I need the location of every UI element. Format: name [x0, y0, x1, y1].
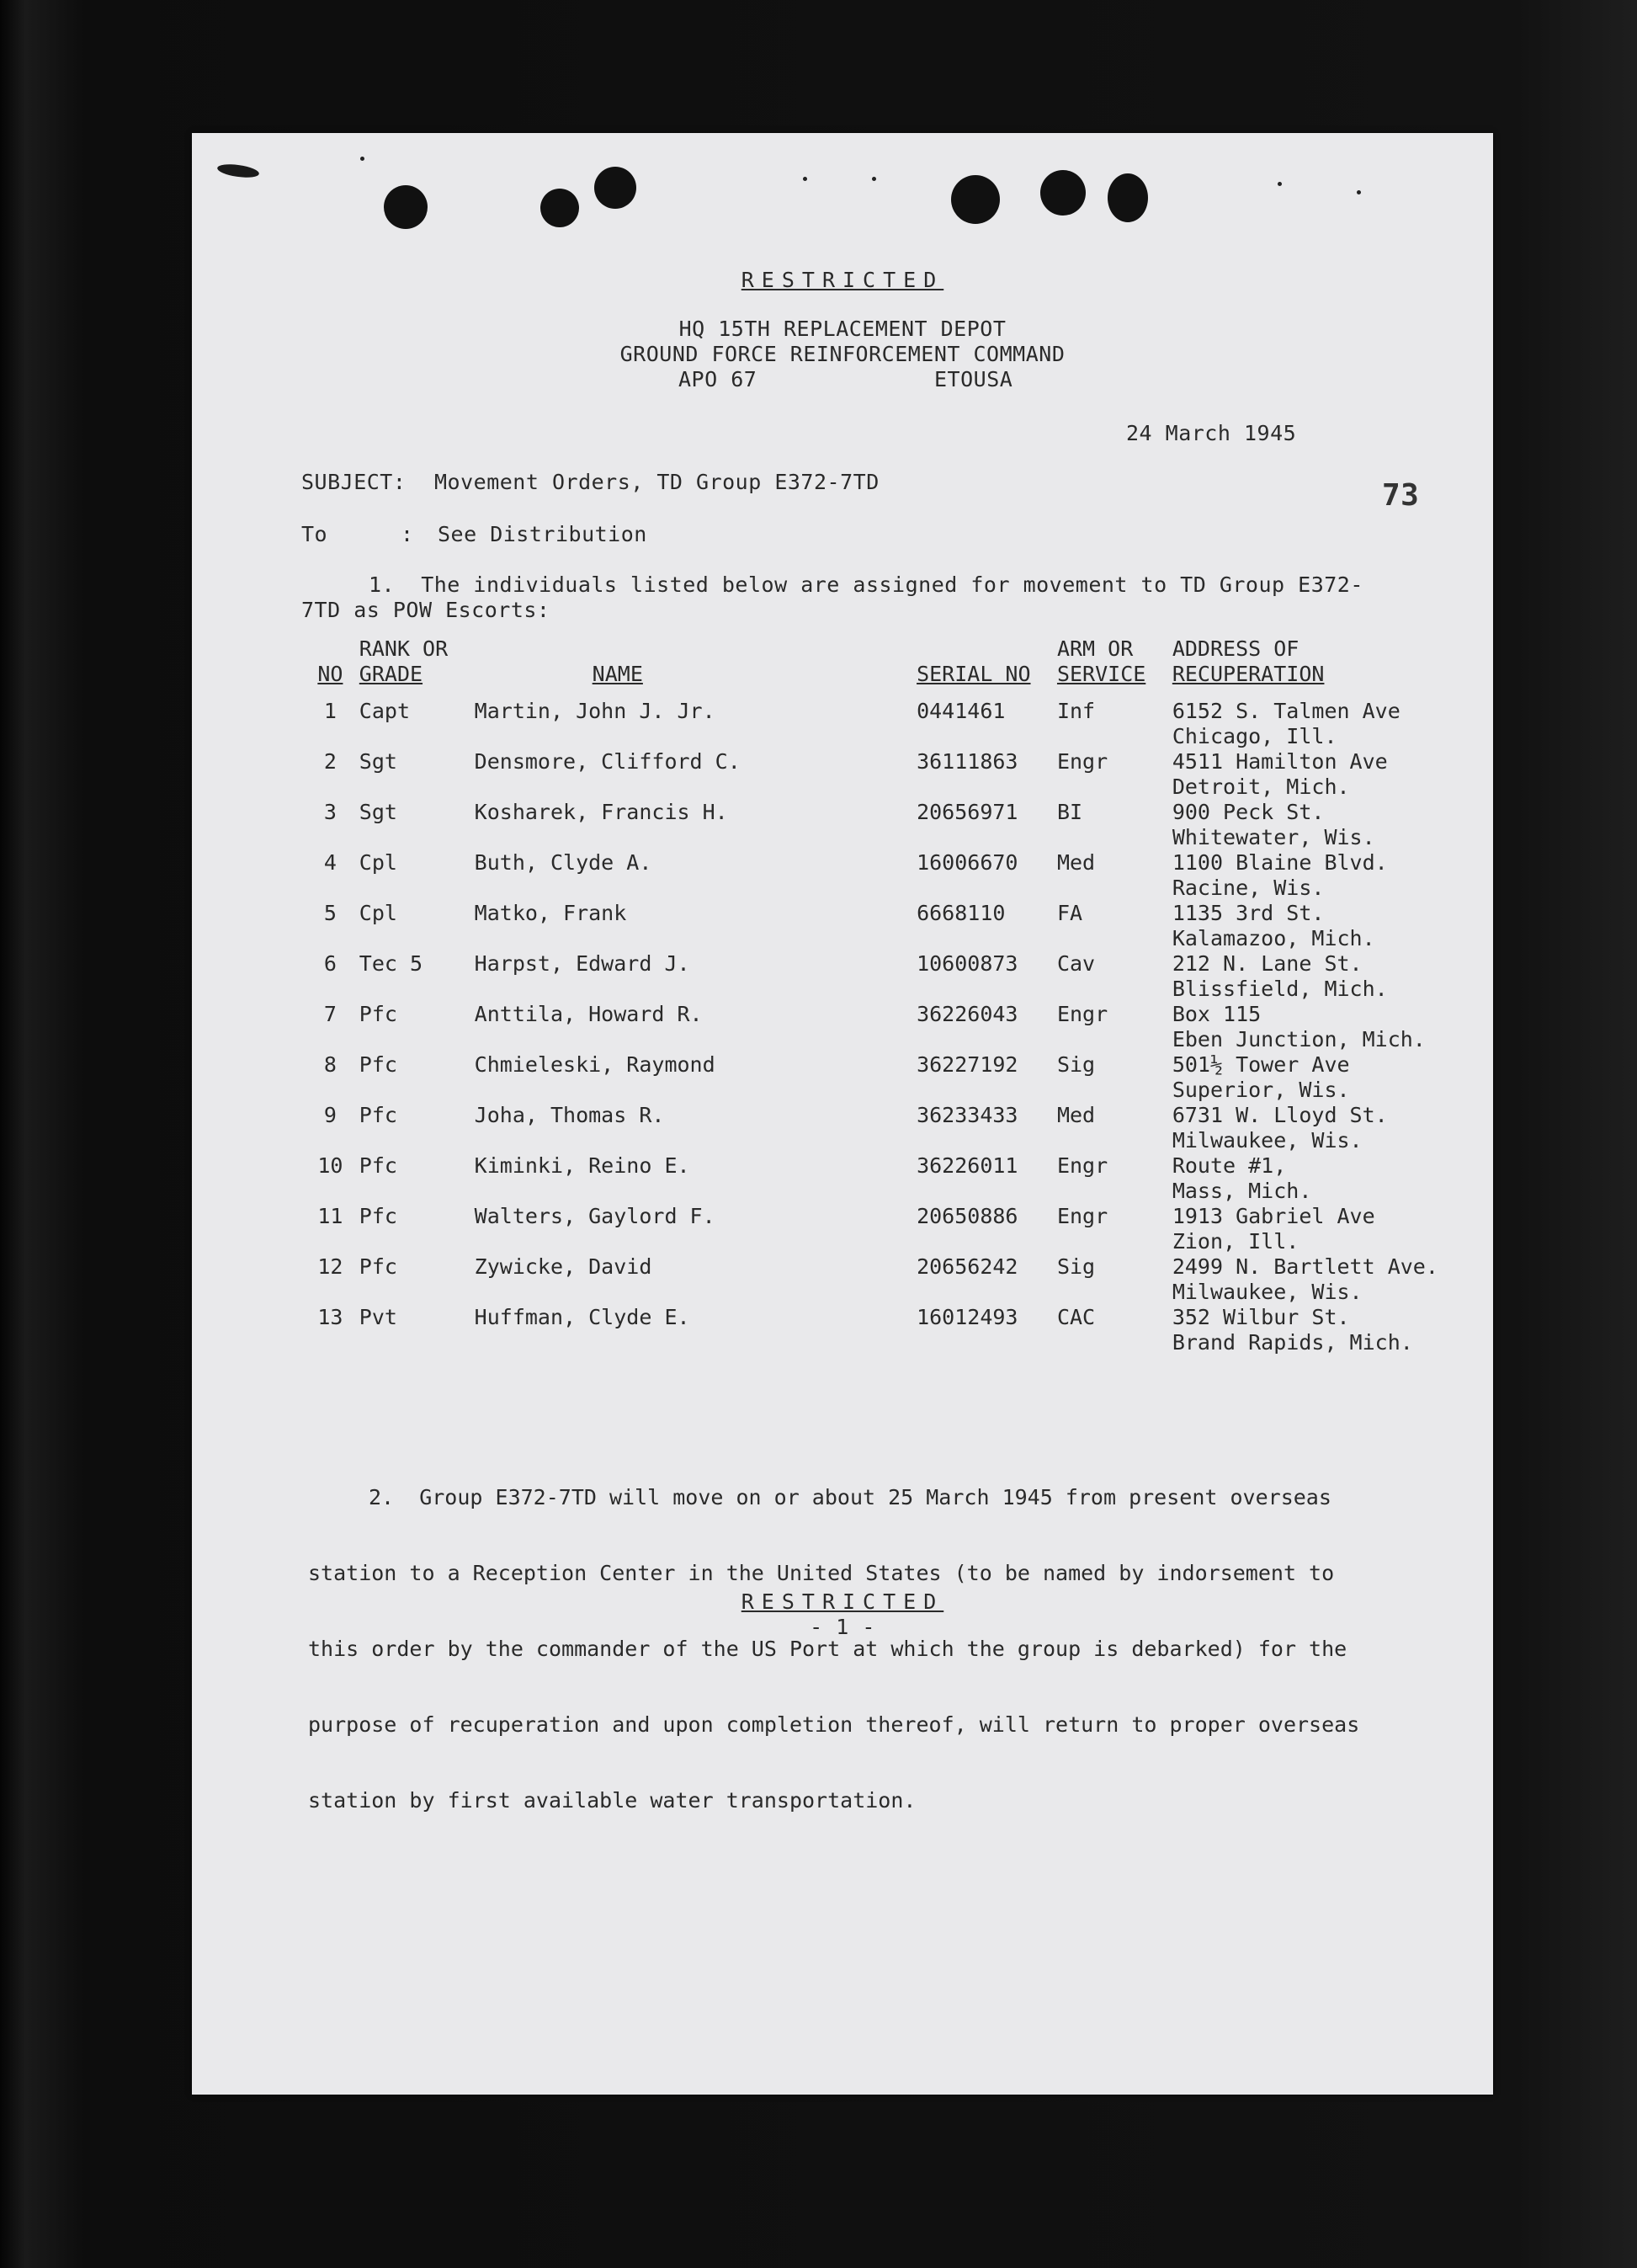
cell-serial-number: 36111863: [917, 749, 1018, 774]
cell-serial-number: 16012493: [917, 1305, 1018, 1329]
classification-top: RESTRICTED: [741, 268, 944, 292]
header-arm-line-1: ARM OR: [1056, 636, 1134, 661]
header-rank: [359, 636, 475, 699]
paragraph-2-line-4: purpose of recuperation and upon completion thereof, will return to proper overseas: [308, 1712, 1360, 1737]
cell-name: Walters, Gaylord F.: [474, 1204, 715, 1228]
cell-address: [1172, 850, 1493, 901]
cell-address: [1172, 1204, 1493, 1254]
cell-address: [1172, 951, 1493, 1002]
punch-hole: [1040, 170, 1086, 216]
table-header-row: [301, 636, 1493, 699]
cell-row-number: 3: [323, 800, 337, 824]
cell-serial-number: 6668110: [917, 901, 1006, 925]
cell-row-number: 7: [323, 1002, 337, 1026]
paragraph-2-line-1: 2. Group E372-7TD will move on or about 25 March 1945 from present overseas: [369, 1485, 1331, 1509]
paragraph-1-line-1: 1. The individuals listed below are assigned for movement to TD Group E372-: [369, 572, 1363, 597]
address-line-2: Chicago, Ill.: [1172, 724, 1337, 748]
cell-serial-number: 36226043: [917, 1002, 1018, 1026]
table-row: [301, 901, 1493, 951]
cell-arm-or-service: Med: [1056, 1103, 1096, 1127]
table-row: [301, 749, 1493, 800]
address-line-2: Zion, Ill.: [1172, 1229, 1300, 1254]
header-address-line-1: ADDRESS OF: [1172, 636, 1300, 661]
table-row: [301, 1204, 1493, 1254]
cell-name: Kiminki, Reino E.: [474, 1153, 690, 1178]
cell-address: [1172, 699, 1493, 749]
cell-name: Densmore, Clifford C.: [474, 749, 741, 774]
header-serial: SERIAL NO: [917, 662, 1031, 686]
cell-rank: Cpl: [359, 850, 397, 875]
document-date: 24 March 1945: [1126, 421, 1297, 445]
cell-address: [1172, 1002, 1493, 1052]
address-line-1: Route #1,: [1172, 1153, 1287, 1178]
cell-rank: Cpl: [359, 901, 397, 925]
to-text: See Distribution: [438, 522, 647, 546]
address-line-2: Racine, Wis.: [1172, 876, 1325, 900]
paragraph-2-line-3: this order by the commander of the US Port at which the group is debarked) for the: [308, 1637, 1347, 1661]
unit-line-2: GROUND FORCE REINFORCEMENT COMMAND: [619, 342, 1066, 366]
table-row: [301, 1002, 1493, 1052]
address-line-1: 900 Peck St.: [1172, 800, 1325, 824]
address-line-2: Detroit, Mich.: [1172, 775, 1350, 799]
page-stamp: 73: [1382, 478, 1420, 513]
cell-row-number: 13: [317, 1305, 343, 1329]
cell-row-number: 11: [317, 1204, 343, 1228]
subject-text: Movement Orders, TD Group E372-7TD: [434, 470, 880, 494]
cell-row-number: 8: [323, 1052, 337, 1077]
cell-arm-or-service: Cav: [1056, 951, 1096, 976]
table-row: [301, 1052, 1493, 1103]
paragraph-2-line-5: station by first available water transportation.: [308, 1788, 917, 1813]
header-rank-line-1: RANK OR: [359, 636, 449, 661]
cell-name: Anttila, Howard R.: [474, 1002, 703, 1026]
cell-serial-number: 36226011: [917, 1153, 1018, 1178]
address-line-1: 501½ Tower Ave: [1172, 1052, 1350, 1077]
address-line-1: 6731 W. Lloyd St.: [1172, 1103, 1388, 1127]
cell-serial-number: 20656971: [917, 800, 1018, 824]
address-line-1: 1135 3rd St.: [1172, 901, 1325, 925]
personnel-table: [301, 636, 1493, 1355]
cell-row-number: 12: [317, 1254, 343, 1279]
cell-rank: Pvt: [359, 1305, 397, 1329]
cell-row-number: 4: [323, 850, 337, 875]
address-line-1: Box 115: [1172, 1002, 1262, 1026]
table-row: [301, 1103, 1493, 1153]
cell-arm-or-service: Sig: [1056, 1254, 1096, 1279]
address-line-1: 4511 Hamilton Ave: [1172, 749, 1388, 774]
paragraph-2-line-2: station to a Reception Center in the United States (to be named by indorsement to: [308, 1561, 1335, 1585]
cell-address: [1172, 901, 1493, 951]
table-row: [301, 1254, 1493, 1305]
cell-name: Matko, Frank: [474, 901, 627, 925]
address-line-2: Mass, Mich.: [1172, 1179, 1312, 1203]
cell-name: Martin, John J. Jr.: [474, 699, 715, 723]
cell-arm-or-service: Engr: [1056, 1204, 1108, 1228]
cell-address: [1172, 1254, 1493, 1305]
cell-address: [1172, 800, 1493, 850]
cell-serial-number: 20656242: [917, 1254, 1018, 1279]
paragraph-1-line-2: 7TD as POW Escorts:: [301, 598, 550, 622]
punch-hole: [1108, 173, 1148, 222]
cell-rank: Tec 5: [359, 951, 423, 976]
cell-serial-number: 0441461: [917, 699, 1006, 723]
paragraph-2: [308, 1435, 1419, 1864]
cell-serial-number: 10600873: [917, 951, 1018, 976]
cell-address: [1172, 1052, 1493, 1103]
cell-row-number: 9: [323, 1103, 337, 1127]
punch-hole: [951, 175, 1000, 224]
address-line-1: 6152 S. Talmen Ave: [1172, 699, 1400, 723]
punch-hole: [540, 189, 579, 227]
speck: [1278, 182, 1282, 186]
to-colon: :: [401, 522, 414, 546]
cell-arm-or-service: CAC: [1056, 1305, 1096, 1329]
address-line-1: 352 Wilbur St.: [1172, 1305, 1350, 1329]
address-line-2: Milwaukee, Wis.: [1172, 1280, 1363, 1304]
address-line-1: 1913 Gabriel Ave: [1172, 1204, 1375, 1228]
unit-line-1: HQ 15TH REPLACEMENT DEPOT: [678, 317, 1007, 341]
speck: [803, 177, 807, 181]
header-arm-line-2: SERVICE: [1056, 662, 1146, 686]
table-row: [301, 699, 1493, 749]
address-line-2: Kalamazoo, Mich.: [1172, 926, 1375, 950]
cell-arm-or-service: Med: [1056, 850, 1096, 875]
cell-address: [1172, 1103, 1493, 1153]
theater: ETOUSA: [934, 367, 1013, 391]
cell-name: Huffman, Clyde E.: [474, 1305, 690, 1329]
header-name: NAME: [592, 662, 643, 686]
table-row: [301, 850, 1493, 901]
cell-serial-number: 16006670: [917, 850, 1018, 875]
speck: [1357, 190, 1361, 194]
cell-row-number: 6: [323, 951, 337, 976]
punch-hole: [594, 167, 636, 209]
cell-rank: Sgt: [359, 800, 397, 824]
cell-row-number: 1: [323, 699, 337, 723]
address-line-1: 1100 Blaine Blvd.: [1172, 850, 1388, 875]
header-address: [1172, 636, 1493, 699]
cell-rank: Pfc: [359, 1153, 397, 1178]
cell-arm-or-service: Sig: [1056, 1052, 1096, 1077]
cell-name: Chmieleski, Raymond: [474, 1052, 715, 1077]
address-line-2: Blissfield, Mich.: [1172, 977, 1388, 1001]
cell-rank: Pfc: [359, 1254, 397, 1279]
document-page: [192, 133, 1493, 2095]
cell-row-number: 10: [317, 1153, 343, 1178]
cell-name: Buth, Clyde A.: [474, 850, 652, 875]
punch-hole: [384, 185, 428, 229]
classification-bottom: RESTRICTED: [741, 1589, 944, 1614]
address-line-2: Milwaukee, Wis.: [1172, 1128, 1363, 1153]
header-no: NO: [317, 662, 343, 686]
cell-name: Zywicke, David: [474, 1254, 652, 1279]
cell-name: Harpst, Edward J.: [474, 951, 690, 976]
header-rank-line-2: GRADE: [359, 662, 423, 686]
cell-row-number: 5: [323, 901, 337, 925]
cell-rank: Sgt: [359, 749, 397, 774]
address-line-2: Whitewater, Wis.: [1172, 825, 1375, 849]
cell-address: [1172, 1153, 1493, 1204]
address-line-2: Eben Junction, Mich.: [1172, 1027, 1426, 1051]
subject-label: SUBJECT:: [301, 470, 407, 494]
ink-smudge: [216, 162, 259, 180]
cell-rank: Pfc: [359, 1002, 397, 1026]
header-arm: [1057, 636, 1172, 699]
cell-rank: Pfc: [359, 1052, 397, 1077]
cell-arm-or-service: Engr: [1056, 749, 1108, 774]
cell-serial-number: 36227192: [917, 1052, 1018, 1077]
cell-name: Joha, Thomas R.: [474, 1103, 665, 1127]
header-address-line-2: RECUPERATION: [1172, 662, 1325, 686]
cell-serial-number: 20650886: [917, 1204, 1018, 1228]
cell-arm-or-service: FA: [1056, 901, 1083, 925]
cell-rank: Capt: [359, 699, 411, 723]
speck: [360, 157, 364, 161]
address-line-1: 212 N. Lane St.: [1172, 951, 1363, 976]
table-row: [301, 1305, 1493, 1355]
cell-arm-or-service: Engr: [1056, 1002, 1108, 1026]
cell-arm-or-service: Inf: [1056, 699, 1096, 723]
cell-address: [1172, 749, 1493, 800]
address-line-1: 2499 N. Bartlett Ave.: [1172, 1254, 1438, 1279]
cell-address: [1172, 1305, 1493, 1355]
speck: [872, 177, 876, 181]
table-row: [301, 951, 1493, 1002]
page-number: - 1 -: [810, 1615, 875, 1639]
cell-rank: Pfc: [359, 1103, 397, 1127]
cell-name: Kosharek, Francis H.: [474, 800, 728, 824]
to-label: To: [301, 522, 328, 546]
address-line-2: Brand Rapids, Mich.: [1172, 1330, 1413, 1355]
cell-arm-or-service: Engr: [1056, 1153, 1108, 1178]
cell-rank: Pfc: [359, 1204, 397, 1228]
cell-row-number: 2: [323, 749, 337, 774]
table-row: [301, 800, 1493, 850]
cell-serial-number: 36233433: [917, 1103, 1018, 1127]
table-row: [301, 1153, 1493, 1204]
address-line-2: Superior, Wis.: [1172, 1078, 1350, 1102]
cell-arm-or-service: BI: [1056, 800, 1083, 824]
apo-number: APO 67: [678, 367, 757, 391]
table-body: [301, 699, 1493, 1355]
